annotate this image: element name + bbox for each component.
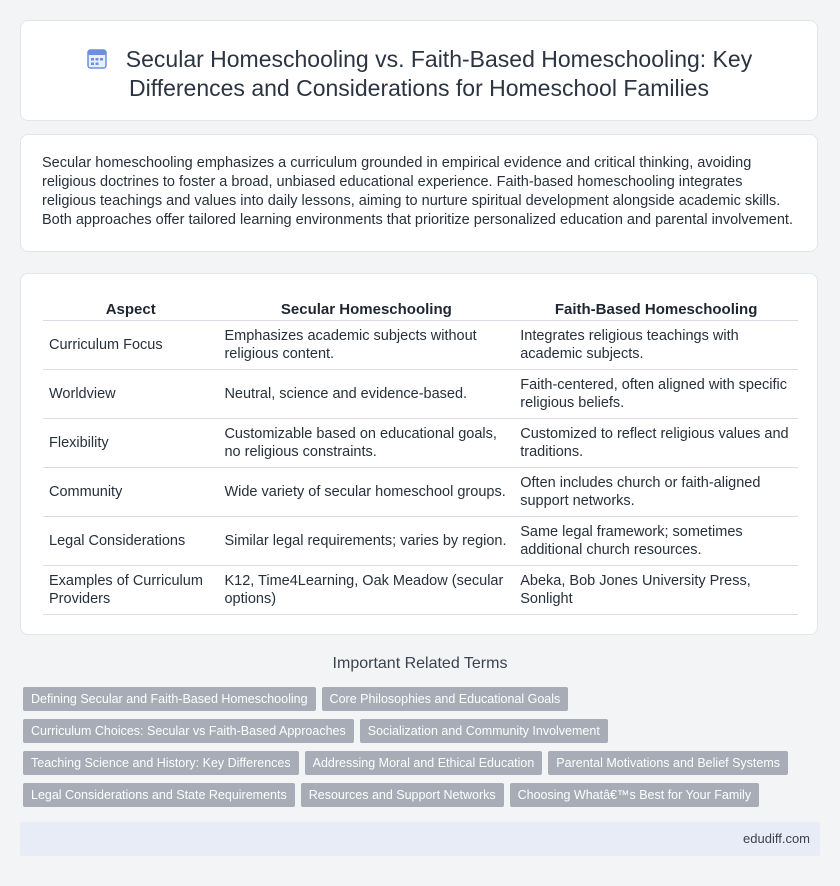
related-term-tag[interactable]: Resources and Support Networks bbox=[301, 783, 504, 807]
cell-aspect: Flexibility bbox=[43, 419, 218, 468]
cell-faith: Customized to reflect religious values and traditions. bbox=[514, 419, 798, 468]
page-title: Secular Homeschooling vs. Faith-Based Homeschooling: Key Differences and Considerations for Homeschool Families bbox=[125, 46, 753, 101]
tag-row bbox=[23, 719, 783, 751]
tag-row bbox=[23, 687, 783, 719]
cell-aspect: Worldview bbox=[43, 370, 218, 419]
table-row bbox=[43, 517, 798, 566]
footer-site-link[interactable]: edudiff.com bbox=[743, 831, 810, 846]
cell-faith: Abeka, Bob Jones University Press, Sonlight bbox=[514, 566, 798, 615]
related-terms-tags bbox=[23, 687, 783, 815]
table-row bbox=[43, 321, 798, 370]
calendar-icon bbox=[86, 48, 108, 70]
table-row bbox=[43, 419, 798, 468]
table-row bbox=[43, 468, 798, 517]
related-term-tag[interactable]: Parental Motivations and Belief Systems bbox=[548, 751, 788, 775]
intro-card bbox=[20, 134, 818, 252]
cell-faith: Same legal framework; sometimes additional church resources. bbox=[514, 517, 798, 566]
tag-row bbox=[23, 751, 783, 783]
cell-faith: Integrates religious teachings with academic subjects. bbox=[514, 321, 798, 370]
table-header-row bbox=[43, 295, 798, 321]
cell-secular: Similar legal requirements; varies by region. bbox=[218, 517, 514, 566]
tag-row bbox=[23, 783, 783, 815]
related-term-tag[interactable]: Curriculum Choices: Secular vs Faith-Based Approaches bbox=[23, 719, 354, 743]
related-term-tag[interactable]: Addressing Moral and Ethical Education bbox=[305, 751, 543, 775]
title-card bbox=[20, 20, 818, 121]
cell-aspect: Legal Considerations bbox=[43, 517, 218, 566]
table-row bbox=[43, 566, 798, 615]
comparison-card bbox=[20, 273, 818, 635]
cell-secular: K12, Time4Learning, Oak Meadow (secular options) bbox=[218, 566, 514, 615]
comparison-table bbox=[43, 295, 798, 615]
footer-bar bbox=[20, 822, 820, 856]
table-row bbox=[43, 370, 798, 419]
cell-secular: Neutral, science and evidence-based. bbox=[218, 370, 514, 419]
related-term-tag[interactable]: Core Philosophies and Educational Goals bbox=[322, 687, 569, 711]
cell-aspect: Curriculum Focus bbox=[43, 321, 218, 370]
page-title-wrap bbox=[21, 45, 817, 103]
related-term-tag[interactable]: Teaching Science and History: Key Differences bbox=[23, 751, 299, 775]
cell-faith: Often includes church or faith-aligned support networks. bbox=[514, 468, 798, 517]
related-term-tag[interactable]: Defining Secular and Faith-Based Homeschooling bbox=[23, 687, 316, 711]
cell-secular: Wide variety of secular homeschool groups. bbox=[218, 468, 514, 517]
header-secular: Secular Homeschooling bbox=[218, 295, 514, 321]
related-term-tag[interactable]: Legal Considerations and State Requirements bbox=[23, 783, 295, 807]
related-terms-title: Important Related Terms bbox=[332, 655, 508, 672]
cell-aspect: Examples of Curriculum Providers bbox=[43, 566, 218, 615]
cell-faith: Faith-centered, often aligned with specific religious beliefs. bbox=[514, 370, 798, 419]
cell-secular: Customizable based on educational goals, no religious constraints. bbox=[218, 419, 514, 468]
related-term-tag[interactable]: Choosing Whatâ€™s Best for Your Family bbox=[510, 783, 759, 807]
related-term-tag[interactable]: Socialization and Community Involvement bbox=[360, 719, 608, 743]
header-aspect: Aspect bbox=[43, 295, 218, 321]
cell-secular: Emphasizes academic subjects without religious content. bbox=[218, 321, 514, 370]
cell-aspect: Community bbox=[43, 468, 218, 517]
header-faith: Faith-Based Homeschooling bbox=[514, 295, 798, 321]
intro-paragraph: Secular homeschooling emphasizes a curriculum grounded in empirical evidence and critical thinking, avoiding religious doctrines to foster a broad, unbiased educational experience. Faith-based homeschooling integrates religious teachings and values into daily lessons, aiming to nurture spiritual development alongside academic skills. Both approaches offer tailored learning environments that prioritize personalized education and parental involvement. bbox=[42, 155, 793, 228]
